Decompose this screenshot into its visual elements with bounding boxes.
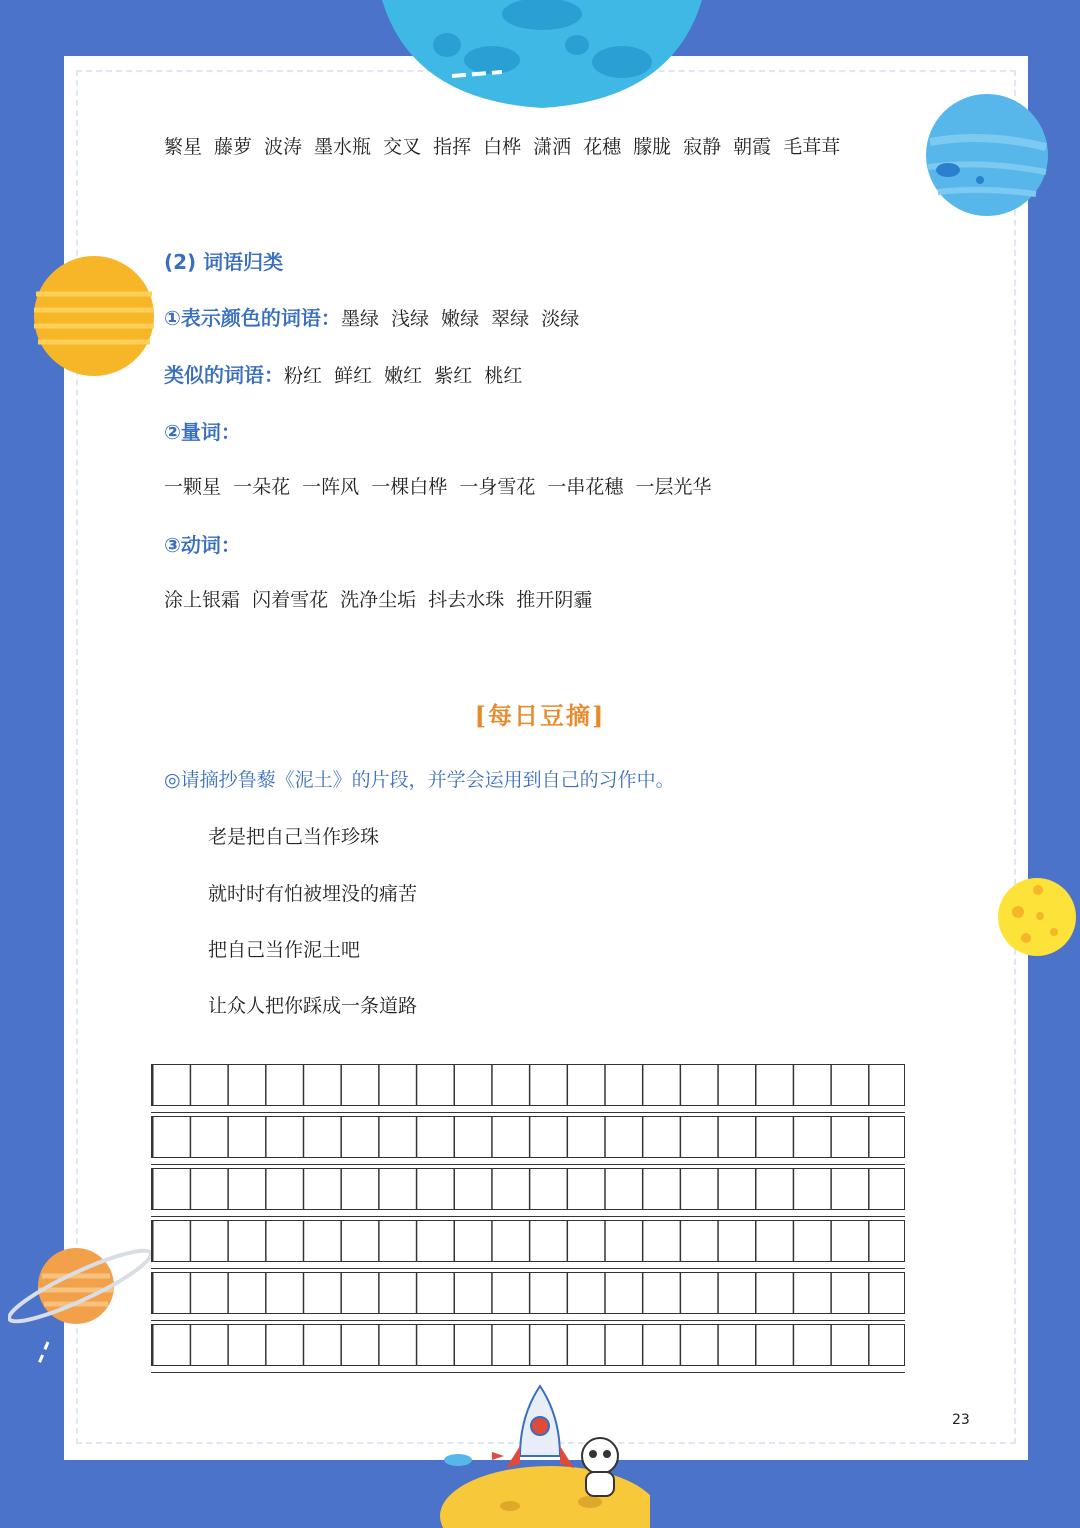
yellow-planet-icon xyxy=(996,876,1076,958)
vocab-word: 寂静 xyxy=(683,136,722,158)
poem-line: 让众人把你踩成一条道路 xyxy=(208,995,418,1017)
writing-grid[interactable] xyxy=(151,1064,905,1376)
grid-row[interactable] xyxy=(151,1064,905,1116)
saturn-planet-icon xyxy=(8,1242,158,1372)
vocab-line xyxy=(164,132,852,159)
vocab-word: 朝霞 xyxy=(733,136,772,158)
poem-line: 就时时有怕被埋没的痛苦 xyxy=(208,883,418,905)
grid-row[interactable] xyxy=(151,1116,905,1168)
color-words: 墨绿 浅绿 嫩绿 翠绿 淡绿 xyxy=(340,308,580,330)
daily-prompt: ◎请摘抄鲁藜《泥土》的片段，并学会运用到自己的习作中。 xyxy=(164,769,675,791)
vocab-word: 朦胧 xyxy=(633,136,672,158)
vocab-word: 墨水瓶 xyxy=(314,136,372,158)
moon-planet-icon xyxy=(372,0,712,112)
rocket-astronaut-icon xyxy=(440,1376,650,1528)
measure-words: 一颗星 一朵花 一阵风 一棵白桦 一身雪花 一串花穗 一层光华 xyxy=(164,476,712,498)
vocab-word: 毛茸茸 xyxy=(783,136,841,158)
classify-title: (2) 词语归类 xyxy=(164,250,284,274)
vocab-word: 花穗 xyxy=(583,136,622,158)
verb-label: ③动词： xyxy=(164,533,241,557)
color-words-line xyxy=(164,302,579,331)
orange-planet-icon xyxy=(32,254,156,378)
grid-row[interactable] xyxy=(151,1324,905,1376)
poem-line: 把自己当作泥土吧 xyxy=(208,939,361,961)
similar-words-line xyxy=(164,359,522,388)
vocab-word: 波涛 xyxy=(264,136,303,158)
vocab-word: 白桦 xyxy=(483,136,522,158)
vocab-word: 指挥 xyxy=(433,136,472,158)
vocab-word: 潇洒 xyxy=(533,136,572,158)
similar-words: 粉红 鲜红 嫩红 紫红 桃红 xyxy=(284,365,523,387)
verb-words: 涂上银霜 闪着雪花 洗净尘垢 抖去水珠 推开阴霾 xyxy=(164,589,593,611)
color-label: ①表示颜色的词语： xyxy=(164,306,341,330)
vocab-word: 藤萝 xyxy=(214,136,253,158)
grid-row[interactable] xyxy=(151,1220,905,1272)
page-number: 23 xyxy=(952,1412,970,1428)
grid-row[interactable] xyxy=(151,1168,905,1220)
poem-line: 老是把自己当作珍珠 xyxy=(208,826,380,848)
grid-row[interactable] xyxy=(151,1272,905,1324)
similar-label: 类似的词语： xyxy=(164,363,284,387)
measure-label: ②量词： xyxy=(164,420,241,444)
vocab-word: 繁星 xyxy=(164,136,203,158)
blue-planet-icon xyxy=(924,92,1050,218)
daily-title: [每日豆摘] xyxy=(474,701,606,730)
vocab-word: 交叉 xyxy=(383,136,422,158)
